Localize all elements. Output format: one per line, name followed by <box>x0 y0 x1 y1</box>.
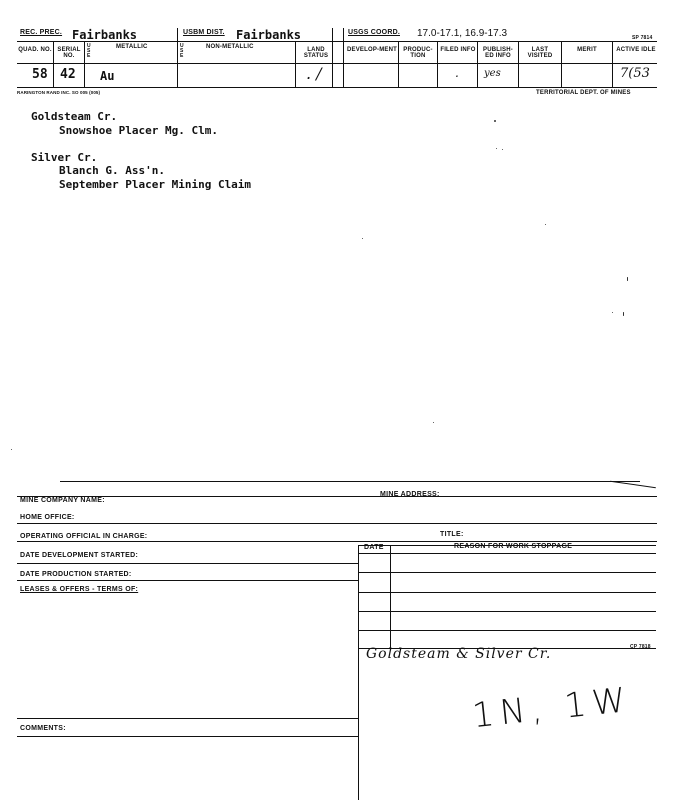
serial-no-label: SERIAL NO. <box>57 47 81 59</box>
land-status-label: LAND STATUS <box>303 47 329 59</box>
body-line-snowshoe: Snowshoe Placer Mg. Clm. <box>59 124 218 137</box>
filed-info-label: FILED INFO <box>440 47 476 53</box>
quad-no-label: QUAD. NO. <box>18 47 52 53</box>
published-info-label: PUBLISH-ED INFO <box>483 47 513 59</box>
date-development-started-label: DATE DEVELOPMENT STARTED: <box>20 552 139 559</box>
quad-no-value: 58 <box>32 67 48 82</box>
metallic-label: METALLIC <box>116 44 148 50</box>
home-office-label: HOME OFFICE: <box>20 514 75 521</box>
printer-note: RARINGTON RAND INC. SO 005 (005) <box>17 90 101 95</box>
production-label: PRODUC-TION <box>403 47 433 59</box>
active-idle-label: ACTIVE IDLE <box>616 47 656 53</box>
active-idle-value: 7(53 <box>620 66 650 81</box>
nonmetallic-use-label: U S E <box>180 43 184 59</box>
body-line-goldsteam: Goldsteam Cr. <box>31 110 118 123</box>
operating-official-label: OPERATING OFFICIAL IN CHARGE: <box>20 533 148 540</box>
date-production-started-label: DATE PRODUCTION STARTED: <box>20 571 132 578</box>
body-line-september: September Placer Mining Claim <box>59 178 252 191</box>
mine-company-name-label: MINE COMPANY NAME: <box>20 497 105 504</box>
usbm-dist-value: Fairbanks <box>236 28 302 42</box>
comments-label: COMMENTS: <box>20 725 66 732</box>
form-number-bottom: CP 7818 <box>630 644 651 650</box>
usgs-coord-value: 17.0-17.1, 16.9-17.3 <box>417 28 508 39</box>
nonmetallic-label: NON-METALLIC <box>206 44 254 50</box>
published-info-value: yes <box>484 68 501 79</box>
rec-prec-label: REC. PREC. <box>20 29 63 36</box>
handwritten-location: 1N, 1W <box>470 679 634 737</box>
usbm-dist-label: USBM DIST. <box>183 29 225 36</box>
form-number-top: SP 7814 <box>632 35 653 41</box>
filed-info-value: . <box>455 66 459 80</box>
rec-prec-value: Fairbanks <box>72 28 138 42</box>
title-label: TITLE: <box>440 531 464 538</box>
merit-label: MERIT <box>577 47 597 53</box>
mine-address-label: MINE ADDRESS: <box>380 491 440 498</box>
reason-column-label: REASON FOR WORK STOPPAGE <box>454 543 573 550</box>
leases-offers-label: LEASES & OFFERS - TERMS OF: <box>20 586 139 593</box>
handwritten-note: Goldsteam & Silver Cr. <box>366 646 552 662</box>
usgs-coord-label: USGS COORD. <box>348 29 400 36</box>
land-status-value: . / <box>306 64 322 83</box>
last-visited-label: LAST VISITED <box>527 47 553 59</box>
body-line-silver: Silver Cr. <box>31 151 98 164</box>
use-label: U S E <box>87 43 91 59</box>
body-line-blanch: Blanch G. Ass'n. <box>59 164 165 177</box>
metallic-value: Au <box>100 69 115 83</box>
agency-label: TERRITORIAL DEPT. OF MINES <box>536 90 631 96</box>
date-column-label: DATE <box>364 544 384 551</box>
development-label: DEVELOP-MENT <box>346 47 398 53</box>
serial-no-value: 42 <box>60 67 76 82</box>
